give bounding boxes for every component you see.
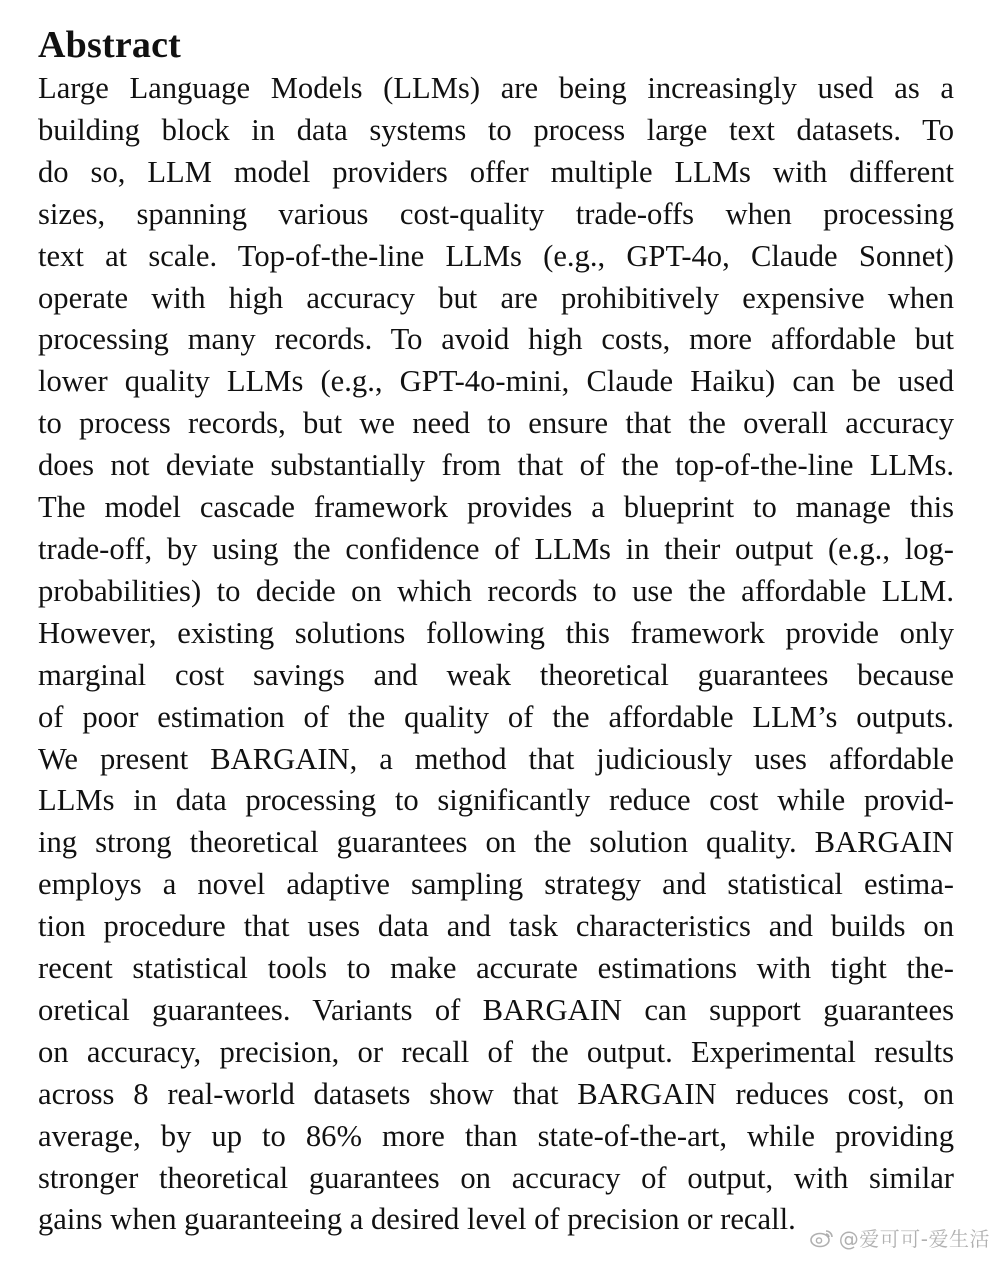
abstract-line: tion procedure that uses data and task characteristics and builds on bbox=[38, 909, 954, 944]
abstract-line: employs a novel adaptive sampling strategy and statistical estima- bbox=[38, 867, 954, 902]
abstract-line: lower quality LLMs (e.g., GPT-4o-mini, Claude Haiku) can be used bbox=[38, 364, 954, 399]
watermark-text: @爱可可-爱生活 bbox=[838, 1227, 990, 1251]
abstract-line: do so, LLM model providers offer multiple LLMs with different bbox=[38, 154, 954, 189]
section-heading: Abstract bbox=[38, 24, 182, 66]
abstract-line: probabilities) to decide on which records to use the affordable LLM. bbox=[38, 573, 954, 608]
abstract-line: marginal cost savings and weak theoretical guarantees because bbox=[38, 657, 954, 692]
abstract-line: Large Language Models (LLMs) are being increasingly used as a bbox=[38, 71, 954, 105]
abstract-line: does not deviate substantially from that of the top-of-the-line LLMs. bbox=[38, 448, 954, 483]
abstract-line: However, existing solutions following this framework provide only bbox=[38, 615, 954, 650]
abstract-line: on accuracy, precision, or recall of the output. Experimental results bbox=[38, 1034, 954, 1069]
watermark bbox=[809, 1223, 990, 1252]
abstract-line: of poor estimation of the quality of the affordable LLM’s outputs. bbox=[38, 699, 954, 734]
abstract-line: across 8 real-world datasets show that BARGAIN reduces cost, on bbox=[38, 1076, 954, 1111]
abstract-line: LLMs in data processing to significantly reduce cost while provid- bbox=[38, 783, 954, 818]
abstract-line: processing many records. To avoid high costs, more affordable but bbox=[38, 322, 954, 357]
abstract-line: text at scale. Top-of-the-line LLMs (e.g., GPT-4o, Claude Sonnet) bbox=[38, 238, 954, 273]
abstract-section bbox=[38, 22, 954, 1241]
weibo-icon bbox=[809, 1228, 835, 1248]
abstract-line: gains when guaranteeing a desired level of precision or recall. bbox=[38, 1202, 796, 1237]
abstract-line: to process records, but we need to ensure that the overall accuracy bbox=[38, 406, 954, 441]
abstract-line: recent statistical tools to make accurate estimations with tight the- bbox=[38, 951, 954, 986]
abstract-line: We present BARGAIN, a method that judiciously uses affordable bbox=[38, 741, 954, 776]
abstract-line: operate with high accuracy but are prohibitively expensive when bbox=[38, 280, 954, 315]
abstract-line: trade-off, by using the confidence of LLMs in their output (e.g., log- bbox=[38, 531, 954, 566]
abstract-paragraph bbox=[38, 68, 954, 1241]
abstract-line: oretical guarantees. Variants of BARGAIN can support guarantees bbox=[38, 992, 954, 1027]
abstract-line: The model cascade framework provides a blueprint to manage this bbox=[38, 490, 954, 525]
abstract-line: sizes, spanning various cost-quality trade-offs when processing bbox=[38, 196, 954, 231]
abstract-line: average, by up to 86% more than state-of-the-art, while providing bbox=[38, 1118, 954, 1153]
abstract-line: ing strong theoretical guarantees on the solution quality. BARGAIN bbox=[38, 825, 954, 860]
abstract-line: building block in data systems to process large text datasets. To bbox=[38, 112, 954, 147]
abstract-line: stronger theoretical guarantees on accuracy of output, with similar bbox=[38, 1160, 954, 1195]
